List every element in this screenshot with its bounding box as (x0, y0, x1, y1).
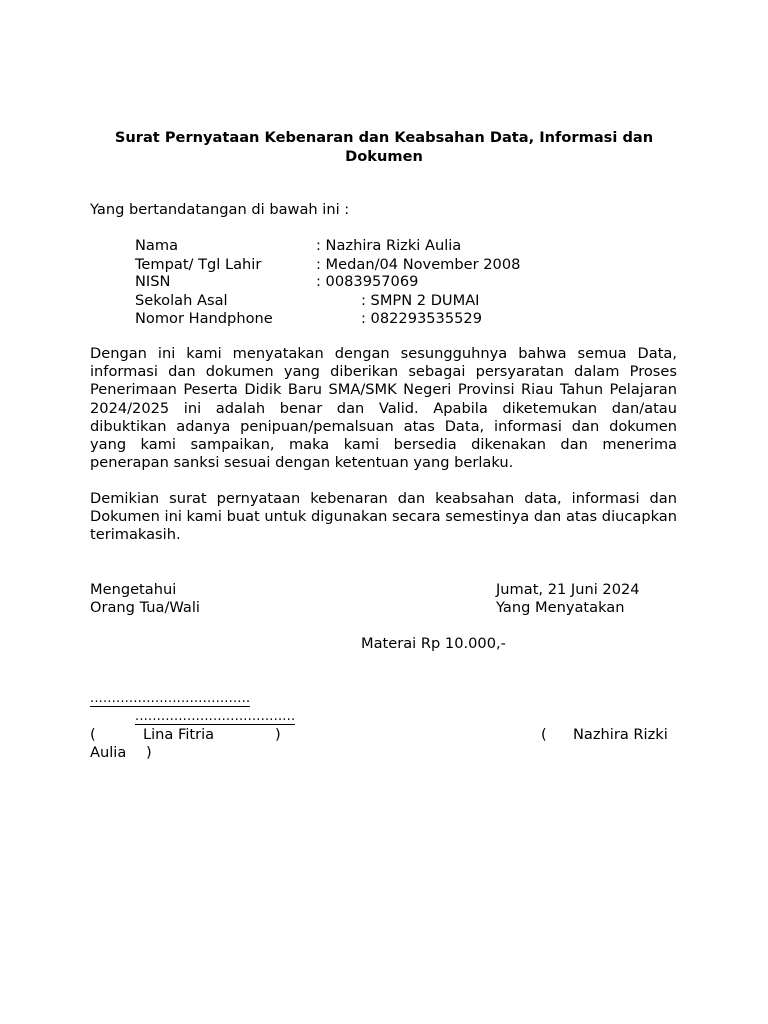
materai-text: Materai Rp 10.000,- (361, 635, 506, 652)
field-label-nama: Nama (135, 237, 179, 254)
field-label-ttl: Tempat/ Tgl Lahir (135, 256, 262, 273)
field-value-sekolah: : SMPN 2 DUMAI (361, 292, 480, 309)
field-label-hp: Nomor Handphone (135, 310, 273, 327)
right-name-close: ) (146, 744, 152, 761)
field-value-hp: : 082293535529 (361, 310, 482, 327)
field-label-sekolah: Sekolah Asal (135, 292, 228, 309)
right-name-open: ( (541, 726, 547, 743)
sign-date: Jumat, 21 Juni 2024 (496, 581, 640, 598)
right-signer-name-part2: Aulia (90, 744, 127, 761)
field-value-nama: : Nazhira Rizki Aulia (316, 237, 462, 254)
right-sign-line2: Yang Menyatakan (496, 599, 625, 616)
field-value-nisn: : 0083957069 (316, 273, 419, 290)
right-signature-line: ..................................... (135, 709, 296, 724)
left-signer-name: Lina Fitria (143, 726, 215, 743)
closing-paragraph: Demikian surat pernyataan kebenaran dan keabsahan data, informasi dan Dokumen ini kami buat untuk digunakan secara semestinya dan atas diucapkan terimakasih. (90, 490, 677, 544)
left-name-open: ( (90, 726, 96, 743)
right-signer-name-part1: Nazhira Rizki (573, 726, 668, 743)
intro-text: Yang bertandatangan di bawah ini : (90, 201, 350, 218)
field-label-nisn: NISN (135, 273, 171, 290)
left-sign-line2: Orang Tua/Wali (90, 599, 200, 616)
left-name-close: ) (275, 726, 281, 743)
document-title: Surat Pernyataan Kebenaran dan Keabsahan Data, Informasi dan Dokumen (114, 129, 654, 165)
left-signature-line: ..................................... (90, 691, 251, 706)
left-sign-line1: Mengetahui (90, 581, 177, 598)
field-value-ttl: : Medan/04 November 2008 (316, 256, 521, 273)
statement-paragraph: Dengan ini kami menyatakan dengan sesungguhnya bahwa semua Data, informasi dan dokumen yang diberikan sebagai persyaratan dalam Proses Penerimaan Peserta Didik Baru SMA/SMK Negeri Provinsi Riau Tahun Pelajaran 2024/2025 ini adalah benar dan Valid. Apabila diketemukan dan/atau dibuktikan adanya penipuan/pemalsuan atas Data, informasi dan dokumen yang kami sampaikan, maka kami bersedia dikenakan dan menerima penerapan sanksi sesuai dengan ketentuan yang berlaku. (90, 345, 677, 472)
